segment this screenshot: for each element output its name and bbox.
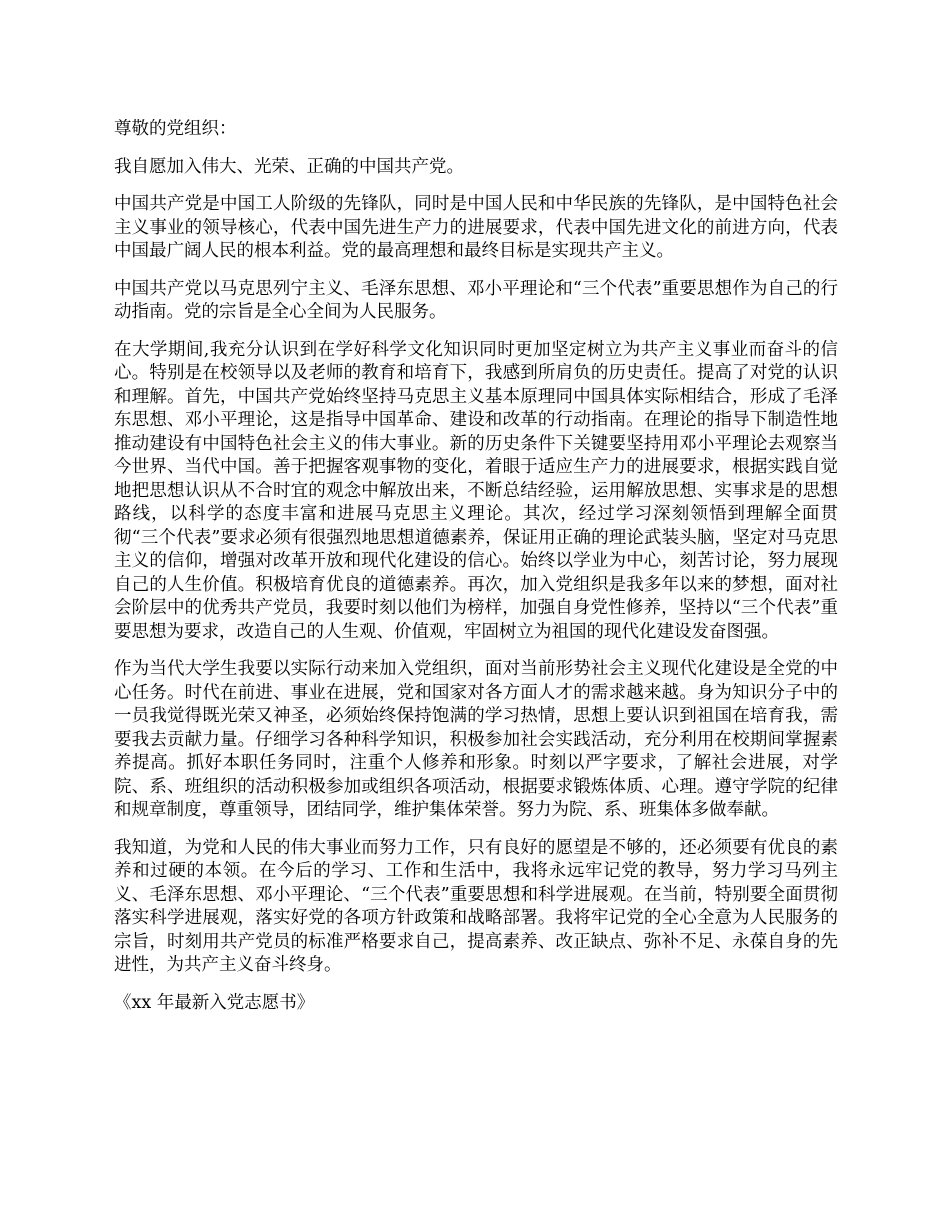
- paragraph: 中国共产党以马克思列宁主义、毛泽东思想、邓小平理论和“三个代表”重要思想作为自己的行动指南。党的宗旨是全心全间为人民服务。: [114, 278, 838, 322]
- document-title-footer: 《xx 年最新入党志愿书》: [114, 992, 315, 1013]
- paragraph: 我自愿加入伟大、光荣、正确的中国共产党。: [114, 156, 464, 177]
- paragraph: 作为当代大学生我要以实际行动来加入党组织，面对当前形势社会主义现代化建设是全党的中心任务。时代在前进、事业在进展，党和国家对各方面人才的需求越来越。身为知识分子中的一员我觉得既光荣又神圣，必须始终保持饱满的学习热情，思想上要认识到祖国在培育我，需要我去贡献力量。仔细学习各种科学知识，积极参加社会实践活动，充分利用在校期间掌握素养提高。抓好本职任务同时，注重个人修养和形象。时刻以严字要求，了解社会进展，对学院、系、班组织的活动积极参加或组织各项活动，根据要求锻炼体质、心理。遵守学院的纪律和规章制度，尊重领导，团结同学，维护集体荣誉。努力为院、系、班集体多做奉献。: [114, 659, 838, 820]
- paragraph: 我知道，为党和人民的伟大事业而努力工作，只有良好的愿望是不够的，还必须要有优良的素养和过硬的本领。在今后的学习、工作和生活中，我将永远牢记党的教导，努力学习马列主义、毛泽东思想、邓小平理论、“三个代表”重要思想和科学进展观。在当前，特别要全面贯彻落实科学进展观，落实好党的各项方针政策和战略部署。我将牢记党的全心全意为人民服务的宗旨，时刻用共产党员的标准严格要求自己，提高素养、改正缺点、弥补不足、永葆自身的先进性，为共产主义奋斗终身。: [114, 837, 838, 975]
- document-page: [114, 118, 838, 1029]
- paragraph: 在大学期间,我充分认识到在学好科学文化知识同时更加坚定树立为共产主义事业而奋斗的信心。特别是在校领导以及老师的教育和培育下，我感到所肩负的历史责任。提高了对党的认识和理解。首先，中国共产党始终坚持马克思主义基本原理同中国具体实际相结合，形成了毛泽东思想、邓小平理论，这是指导中国革命、建设和改革的行动指南。在理论的指导下制造性地推动建设有中国特色社会主义的伟大事业。新的历史条件下关键要坚持用邓小平理论去观察当今世界、当代中国。善于把握客观事物的变化，着眼于适应生产力的进展要求，根据实践自觉地把思想认识从不合时宜的观念中解放出来，不断总结经验，运用解放思想、实事求是的思想路线，以科学的态度丰富和进展马克思主义理论。其次，经过学习深刻领悟到理解全面贯彻“三个代表”要求必须有很强烈地思想道德素养，保证用正确的理论武装头脑，坚定对马克思主义的信仰，增强对改革开放和现代化建设的信心。始终以学业为中心，刻苦讨论，努力展现自己的人生价值。积极培育优良的道德素养。再次，加入党组织是我多年以来的梦想，面对社会阶层中的优秀共产党员，我要时刻以他们为榜样，加强自身党性修养，坚持以“三个代表”重要思想为要求，改造自己的人生观、价值观，牢固树立为祖国的现代化建设发奋图强。: [114, 339, 838, 642]
- paragraph: 中国共产党是中国工人阶级的先锋队，同时是中国人民和中华民族的先锋队，是中国特色社会主义事业的领导核心，代表中国先进生产力的进展要求，代表中国先进文化的前进方向，代表中国最广阔人民的根本利益。党的最高理想和最终目标是实现共产主义。: [114, 194, 838, 261]
- salutation: 尊敬的党组织：: [114, 119, 237, 139]
